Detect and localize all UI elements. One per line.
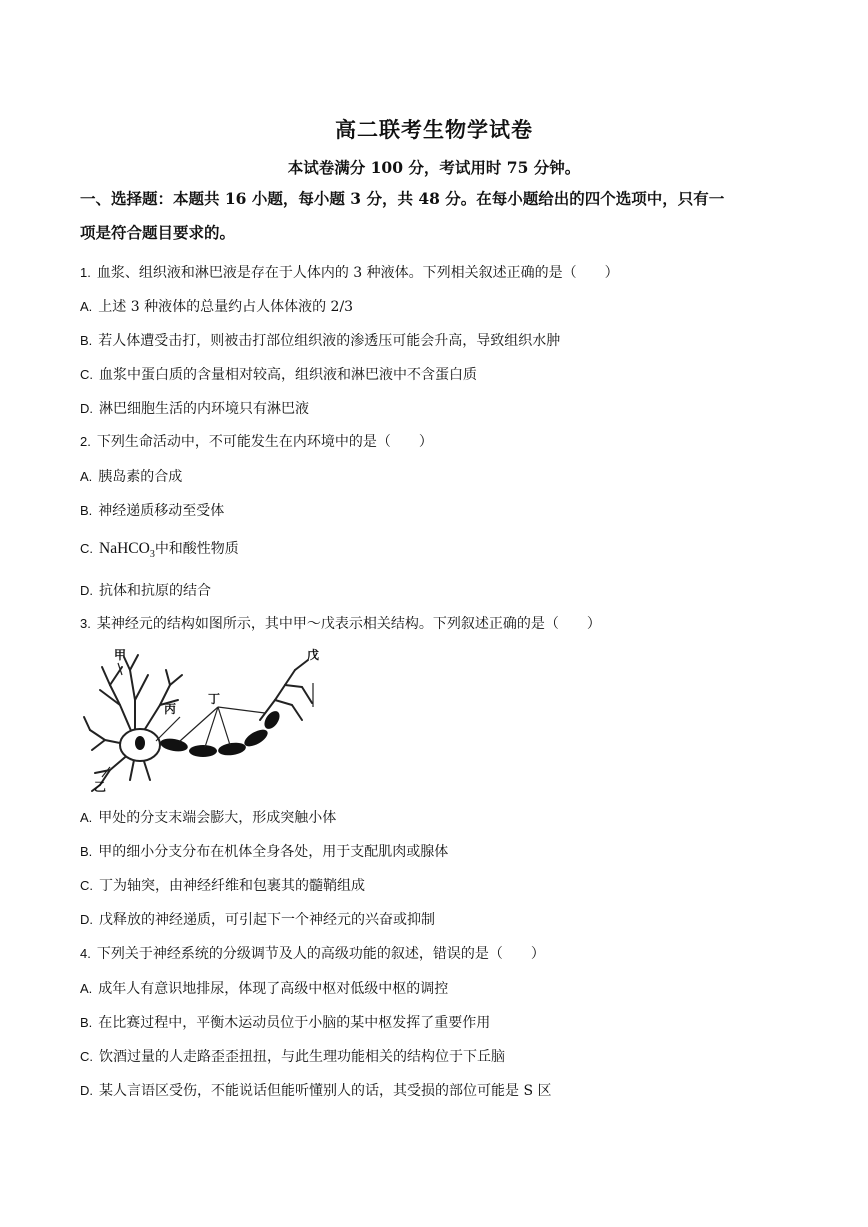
option-text: 甲处的分支末端会膨大，形成突触小体 <box>98 810 337 826</box>
question-2-stem <box>80 431 433 451</box>
option-label: D. <box>80 401 93 416</box>
option-label: D. <box>80 912 93 927</box>
option-label: D. <box>80 583 93 598</box>
q3-option-d <box>80 909 435 929</box>
option-text: 血浆中蛋白质的含量相对较高，组织液和淋巴液中不含蛋白质 <box>99 367 477 383</box>
option-text: 成年人有意识地排尿，体现了高级中枢对低级中枢的调控 <box>98 981 449 997</box>
option-label: B. <box>80 844 93 859</box>
q2-option-b <box>80 500 224 520</box>
option-text: 上述 3 种液体的总量约占人体体液的 2/3 <box>98 299 354 315</box>
option-label: C. <box>80 367 93 382</box>
option-text: 若人体遭受击打，则被击打部位组织液的渗透压可能会升高，导致组织水肿 <box>98 333 561 349</box>
section-heading-line1: 一、选择题：本题共 16 小题，每小题 3 分，共 48 分。在每小题给出的四个选项中，只有一 <box>80 189 725 208</box>
option-label: A. <box>80 810 93 825</box>
neuron-svg <box>80 645 340 795</box>
label-yi: 乙 <box>94 780 107 794</box>
question-number: 3. <box>80 616 91 631</box>
option-text: 戊释放的神经递质，可引起下一个神经元的兴奋或抑制 <box>99 912 435 928</box>
option-label: B. <box>80 1015 93 1030</box>
label-ding: 丁 <box>208 692 221 706</box>
q3-option-b <box>80 841 448 861</box>
option-label: C. <box>80 878 93 893</box>
q4-option-b <box>80 1012 490 1032</box>
question-number: 1. <box>80 265 91 280</box>
chemical-formula: NaHCO$_3$ <box>99 540 155 561</box>
question-number: 2. <box>80 434 91 449</box>
q4-option-a <box>80 978 448 998</box>
question-text: 下列关于神经系统的分级调节及人的高级功能的叙述，错误的是（ ） <box>96 946 545 962</box>
q4-option-d <box>80 1080 552 1100</box>
option-text: 在比赛过程中，平衡木运动员位于小脑的某中枢发挥了重要作用 <box>98 1015 491 1031</box>
question-3-stem <box>80 613 601 633</box>
option-label: B. <box>80 503 93 518</box>
option-label: A. <box>80 981 93 996</box>
question-text: 血浆、组织液和淋巴液是存在于人体内的 3 种液体。下列相关叙述正确的是（ ） <box>96 265 619 281</box>
q4-option-c <box>80 1046 505 1066</box>
section-heading-line2: 项是符合题目要求的。 <box>80 223 236 242</box>
option-text: 甲的细小分支分布在机体全身各处，用于支配肌肉或腺体 <box>98 844 449 860</box>
option-label: C. <box>80 1049 93 1064</box>
label-jia: 甲 <box>114 648 127 662</box>
q2-option-d <box>80 580 211 600</box>
question-text: 某神经元的结构如图所示，其中甲～戊表示相关结构。下列叙述正确的是（ ） <box>96 616 601 632</box>
dendrites <box>84 655 312 791</box>
q1-option-b <box>80 330 560 350</box>
option-text: 某人言语区受伤，不能说话但能听懂别人的话，其受损的部位可能是 S 区 <box>99 1083 552 1099</box>
question-4-stem <box>80 943 545 963</box>
option-text: 丁为轴突，由神经纤维和包裹其的髓鞘组成 <box>99 878 365 894</box>
label-wu: 戊 <box>307 648 320 662</box>
q2-option-c <box>80 538 239 560</box>
label-bing: 丙 <box>164 702 177 716</box>
option-text: 饮酒过量的人走路歪歪扭扭，与此生理功能相关的结构位于下丘脑 <box>99 1049 505 1065</box>
question-number: 4. <box>80 946 91 961</box>
diagram-labels <box>94 647 319 794</box>
q1-option-a <box>80 296 353 316</box>
option-text: 神经递质移动至受体 <box>98 503 225 519</box>
option-label: B. <box>80 333 93 348</box>
option-text: 淋巴细胞生活的内环境只有淋巴液 <box>99 401 309 417</box>
q2-option-a <box>80 466 182 486</box>
q1-option-c <box>80 364 477 384</box>
option-text: 中和酸性物质 <box>154 541 239 557</box>
option-text: 胰岛素的合成 <box>98 469 183 485</box>
page-title: 高二联考生物学试卷 <box>335 117 533 142</box>
q1-option-d <box>80 398 309 418</box>
option-label: D. <box>80 1083 93 1098</box>
question-text: 下列生命活动中，不可能发生在内环境中的是（ ） <box>96 434 433 450</box>
option-label: A. <box>80 469 93 484</box>
exam-info: 本试卷满分 100 分，考试用时 75 分钟。 <box>287 158 581 177</box>
question-1-stem <box>80 262 619 282</box>
option-text: 抗体和抗原的结合 <box>99 583 211 599</box>
option-label: C. <box>80 541 93 556</box>
neuron-diagram <box>80 645 340 795</box>
nucleus <box>135 736 145 750</box>
option-label: A. <box>80 299 93 314</box>
q3-option-c <box>80 875 365 895</box>
q3-option-a <box>80 807 336 827</box>
